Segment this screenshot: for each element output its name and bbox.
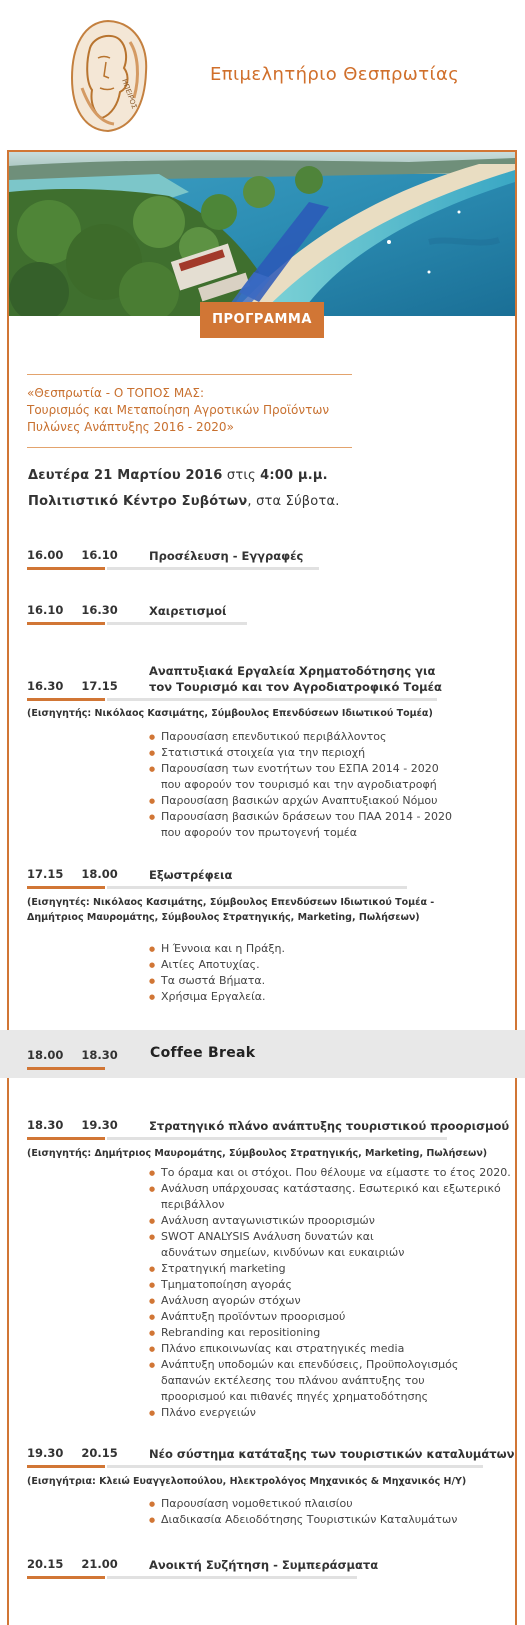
- venue-name: Πολιτιστικό Κέντρο Συβότων: [28, 494, 248, 509]
- time-underline: [27, 622, 105, 625]
- topic-item: ● Παρουσίαση των ενοτήτων του ΕΣΠΑ 2014 - 2020: [149, 761, 452, 777]
- topic-item: ● SWOT ANALYSIS Ανάλυση δυνατών και: [149, 1229, 511, 1245]
- slot-end: 18.30: [81, 1048, 118, 1062]
- time-underline: [27, 1576, 105, 1579]
- chamber-name: Επιμελητήριο Θεσπρωτίας: [210, 64, 460, 85]
- slot-times: [27, 867, 118, 881]
- topics-list: [149, 729, 452, 841]
- session-title-line: Αναπτυξιακά Εργαλεία Χρηματοδότησης για: [149, 664, 436, 678]
- slot-times: [27, 1446, 118, 1460]
- title-underline: [107, 886, 407, 889]
- topics-list: [149, 1165, 511, 1421]
- topic-item: ● Πλάνο επικοινωνίας και στρατηγικές media: [149, 1341, 511, 1357]
- slot-end: 19.30: [81, 1118, 118, 1132]
- session-title: Ανοικτή Συζήτηση - Συμπεράσματα: [149, 1558, 379, 1572]
- speaker-line: (Εισηγητής: Νικόλαος Κασιμάτης, Σύμβουλος Επενδύσεων Ιδιωτικού Τομέα): [27, 708, 433, 719]
- slot-times: [27, 548, 118, 562]
- speaker-line: Δημήτριος Μαυρομάτης, Σύμβουλος Στρατηγικής, Marketing, Πωλήσεων): [27, 912, 420, 923]
- topic-item: ● Ανάλυση υπάρχουσας κατάστασης. Εσωτερικό και εξωτερικό: [149, 1181, 511, 1197]
- time-underline: [27, 1137, 105, 1140]
- session-title: Προσέλευση - Εγγραφές: [149, 549, 304, 563]
- chamber-logo: [68, 18, 150, 134]
- slot-times: [27, 1118, 118, 1132]
- topic-item-continuation: δαπανών εκτέλεσης του πλάνου ανάπτυξης του: [161, 1374, 425, 1387]
- slot-times: [27, 679, 118, 693]
- topic-item-continuation: περιβάλλον: [161, 1198, 225, 1211]
- session-title: [149, 663, 442, 695]
- event-date-connector: στις: [222, 468, 261, 483]
- coffee-break-title: Coffee Break: [150, 1045, 256, 1061]
- slot-end: 16.30: [81, 603, 118, 617]
- topic-item: ● Παρουσίαση βασικών δράσεων του ΠΑΑ 2014 - 2020: [149, 809, 452, 825]
- title-underline: [107, 567, 319, 570]
- topic-item: ● Η Έννοια και η Πράξη.: [149, 941, 285, 957]
- title-underline: [107, 622, 247, 625]
- title-underline: [107, 1137, 447, 1140]
- title-underline: [107, 1465, 483, 1468]
- topic-item: ● Παρουσίαση νομοθετικού πλαισίου: [149, 1496, 457, 1512]
- topic-item: ● Στρατηγική marketing: [149, 1261, 511, 1277]
- topic-item: ● Χρήσιμα Εργαλεία.: [149, 989, 285, 1005]
- slot-end: 20.15: [81, 1446, 118, 1460]
- slot-times: [27, 1557, 118, 1571]
- event-date-day: Δευτέρα 21 Μαρτίου 2016: [28, 468, 223, 483]
- topic-item: ● Αιτίες Αποτυχίας.: [149, 957, 285, 973]
- topic-item: ● Rebranding και repositioning: [149, 1325, 511, 1341]
- topic-item: ● Πλάνο ενεργειών: [149, 1405, 511, 1421]
- slot-start: 17.15: [27, 867, 64, 881]
- speaker-line: (Εισηγητής: Δημήτριος Μαυρομάτης, Σύμβουλος Στρατηγικής, Marketing, Πωλήσεων): [27, 1148, 488, 1159]
- topic-item: ● Διαδικασία Αδειοδότησης Τουριστικών Καταλυμάτων: [149, 1512, 457, 1528]
- slot-start: 20.15: [27, 1557, 64, 1571]
- slot-start: 16.00: [27, 548, 64, 562]
- slot-start: 16.30: [27, 679, 64, 693]
- event-title-line: Πυλώνες Ανάπτυξης 2016 - 2020»: [27, 420, 234, 434]
- time-underline: [27, 1067, 105, 1070]
- event-title-line: Τουρισμός και Μεταποίηση Αγροτικών Προϊόντων: [27, 403, 330, 417]
- event-time: 4:00 μ.μ.: [260, 468, 328, 483]
- session-title: Χαιρετισμοί: [149, 604, 227, 618]
- slot-end: 16.10: [81, 548, 118, 562]
- title-underline: [107, 1576, 357, 1579]
- speaker-line: (Εισηγήτρια: Κλειώ Ευαγγελοπούλου, Ηλεκτρολόγος Μηχανικός & Μηχανικός Η/Υ): [27, 1476, 467, 1487]
- slot-times: [27, 1048, 118, 1062]
- slot-start: 19.30: [27, 1446, 64, 1460]
- topic-item: ● Παρουσίαση επενδυτικού περιβάλλοντος: [149, 729, 452, 745]
- slot-start: 18.00: [27, 1048, 64, 1062]
- topic-item-continuation: αδυνάτων σημείων, κινδύνων και ευκαιριών: [161, 1246, 405, 1259]
- topic-item: ● Το όραμα και οι στόχοι. Που θέλουμε να είμαστε το έτος 2020.: [149, 1165, 511, 1181]
- topics-list: [149, 941, 285, 1005]
- topic-item: ● Ανάλυση αγορών στόχων: [149, 1293, 511, 1309]
- session-title: Εξωστρέφεια: [149, 868, 233, 882]
- svg-text:ΗΠΕΙΡΟΣ: ΗΠΕΙΡΟΣ: [120, 77, 139, 110]
- event-title-box: [27, 374, 352, 448]
- slot-start: 16.10: [27, 603, 64, 617]
- topic-item-continuation: που αφορούν τον τουρισμό και την αγροδιατροφή: [161, 778, 437, 791]
- banner-photo: [9, 152, 515, 316]
- program-heading: ΠΡΟΓΡΑΜΜΑ: [200, 302, 324, 338]
- topic-item: ● Παρουσίαση βασικών αρχών Αναπτυξιακού Νόμου: [149, 793, 452, 809]
- time-underline: [27, 567, 105, 570]
- speaker-line: (Εισηγητές: Νικόλαος Κασιμάτης, Σύμβουλος Επενδύσεων Ιδιωτικού Τομέα -: [27, 897, 435, 908]
- topic-item: ● Τμηματοποίηση αγοράς: [149, 1277, 511, 1293]
- topic-item: ● Ανάπτυξη προϊόντων προορισμού: [149, 1309, 511, 1325]
- topics-list: [149, 1496, 457, 1528]
- time-underline: [27, 886, 105, 889]
- topic-item: ● Ανάλυση ανταγωνιστικών προορισμών: [149, 1213, 511, 1229]
- event-title-line: «Θεσπρωτία - Ο ΤΟΠΟΣ ΜΑΣ:: [27, 386, 205, 400]
- topic-item: ● Τα σωστά Βήματα.: [149, 973, 285, 989]
- venue-location: , στα Σύβοτα.: [247, 494, 340, 509]
- slot-start: 18.30: [27, 1118, 64, 1132]
- session-title-line: τον Τουρισμό και τον Αγροδιατροφικό Τομέα: [149, 680, 442, 694]
- topic-item: ● Ανάπτυξη υποδομών και επενδύσεις, Προϋπολογισμός: [149, 1357, 511, 1373]
- event-venue: [28, 494, 340, 509]
- session-title: Στρατηγικό πλάνο ανάπτυξης τουριστικού προορισμού: [149, 1119, 510, 1133]
- slot-end: 17.15: [81, 679, 118, 693]
- topic-item-continuation: που αφορούν τον πρωτογενή τομέα: [161, 826, 357, 839]
- slot-times: [27, 603, 118, 617]
- topic-item: ● Στατιστικά στοιχεία για την περιοχή: [149, 745, 452, 761]
- event-date: [28, 468, 328, 483]
- topic-item-continuation: προορισμού και πιθανές πηγές χρηματοδότησης: [161, 1390, 429, 1403]
- slot-end: 18.00: [81, 867, 118, 881]
- session-title: Νέο σύστημα κατάταξης των τουριστικών καταλυμάτων: [149, 1447, 515, 1461]
- title-underline: [107, 698, 437, 701]
- time-underline: [27, 1465, 105, 1468]
- slot-end: 21.00: [81, 1557, 118, 1571]
- time-underline: [27, 698, 105, 701]
